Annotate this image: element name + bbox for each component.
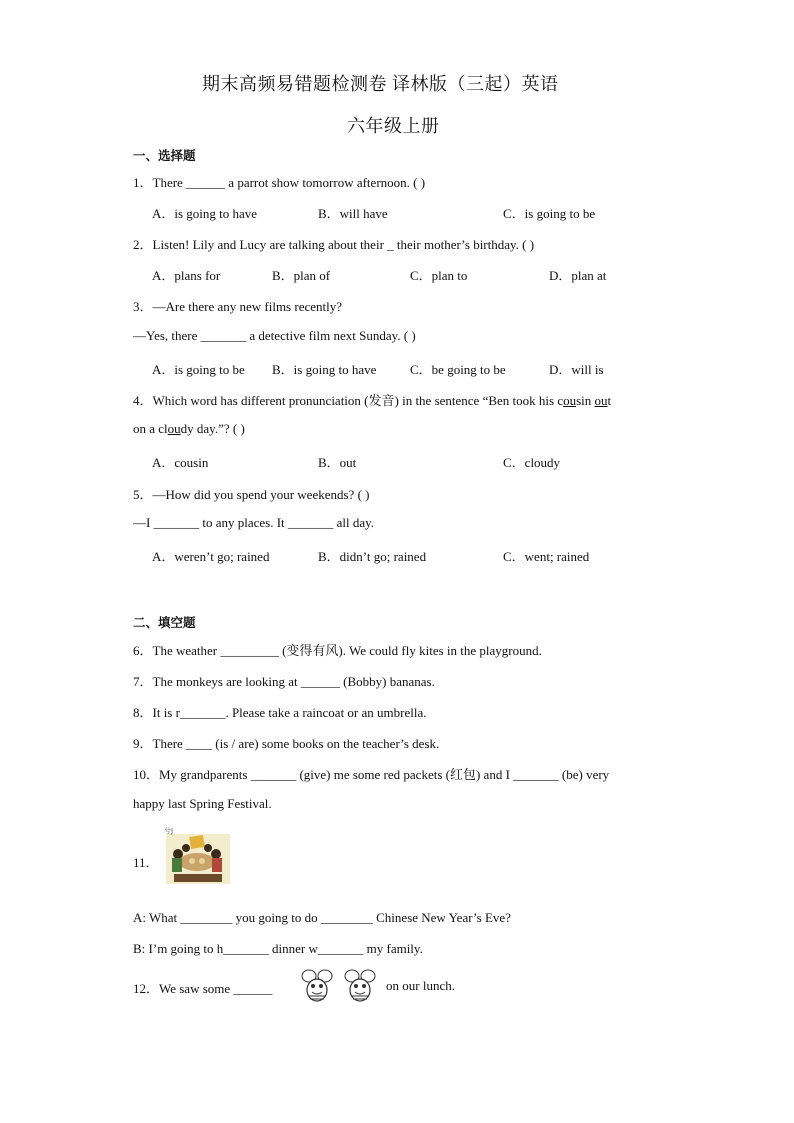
question-1: 1．There ______ a parrot show tomorrow afternoon. ( ) [133, 175, 426, 190]
q4-text-pre: 4．Which word has different pronunciation (发音) in the sentence “Ben took his c [133, 393, 564, 408]
question-12-text-end: on our lunch. [386, 978, 455, 993]
page-subtitle: 六年级上册 [347, 116, 440, 136]
q3-option-d[interactable]: D．will is [549, 362, 604, 377]
q3-option-a[interactable]: A．is going to be [152, 362, 245, 377]
family-dinner-picture [164, 826, 232, 886]
question-6: 6．The weather _________ (变得有风). We could fly kites in the playground. [133, 643, 542, 658]
question-10-line2: happy last Spring Festival. [133, 796, 272, 811]
question-8: 8．It is r_______. Please take a raincoat or an umbrella. [133, 705, 427, 720]
q2-option-a[interactable]: A．plans for [152, 268, 221, 283]
q4-underline-2: ou [594, 393, 608, 408]
q5-option-b[interactable]: B．didn’t go; rained [318, 549, 427, 564]
section-heading-fill: 二、填空题 [133, 615, 196, 630]
question-10-line1: 10．My grandparents _______ (give) me some red packets (红包) and I _______ (be) very [133, 767, 610, 782]
q4-underline-3: ou [167, 421, 181, 436]
question-11-b: B: I’m going to h_______ dinner w_______ my family. [133, 941, 423, 956]
question-7: 7．The monkeys are looking at ______ (Bobby) bananas. [133, 674, 435, 689]
question-5-line2: —I _______ to any places. It _______ all day. [133, 515, 375, 530]
q4-text-mid: sin [576, 393, 595, 408]
question-3-line1: 3．—Are there any new films recently? [133, 299, 343, 314]
question-3-line2: —Yes, there _______ a detective film next Sunday. ( ) [133, 328, 416, 343]
question-2: 2．Listen! Lily and Lucy are talking about their _ their mother’s birthday. ( ) [133, 237, 535, 252]
q2-option-c[interactable]: C．plan to [410, 268, 468, 283]
question-11-a: A: What ________ you going to do ________ Chinese New Year’s Eve? [133, 910, 511, 925]
q4-line2-pre: on a cl [133, 421, 168, 436]
q5-option-c[interactable]: C．went; rained [503, 549, 590, 564]
question-12-text: 12．We saw some ______ [133, 981, 273, 996]
section-heading-choice: 一、选择题 [133, 148, 196, 163]
question-9: 9．There ____ (is / are) some books on the teacher’s desk. [133, 736, 440, 751]
q3-option-c[interactable]: C．be going to be [410, 362, 506, 377]
question-4-line1 [133, 390, 611, 409]
q1-option-a[interactable]: A．is going to have [152, 206, 258, 221]
q4-line2-post: dy day.”? ( ) [180, 421, 245, 436]
svg-text:兮J: 兮J [164, 827, 174, 835]
bee-icon [297, 966, 337, 1004]
question-5-line1: 5．—How did you spend your weekends? ( ) [133, 487, 370, 502]
q4-text-post: t [607, 393, 612, 408]
q5-option-a[interactable]: A．weren’t go; rained [152, 549, 270, 564]
bee-icon [340, 966, 380, 1004]
q4-option-c[interactable]: C．cloudy [503, 455, 561, 470]
q1-option-b[interactable]: B．will have [318, 206, 388, 221]
q2-option-b[interactable]: B．plan of [272, 268, 331, 283]
question-4-line2 [133, 421, 245, 437]
q3-option-b[interactable]: B．is going to have [272, 362, 377, 377]
q1-option-c[interactable]: C．is going to be [503, 206, 596, 221]
q2-option-d[interactable]: D．plan at [549, 268, 607, 283]
question-11-number: 11． [133, 855, 159, 870]
q4-underline-1: ou [563, 393, 577, 408]
q4-option-a[interactable]: A．cousin [152, 455, 209, 470]
page-title: 期末高频易错题检测卷 译林版（三起）英语 [202, 74, 559, 94]
q4-option-b[interactable]: B．out [318, 455, 357, 470]
